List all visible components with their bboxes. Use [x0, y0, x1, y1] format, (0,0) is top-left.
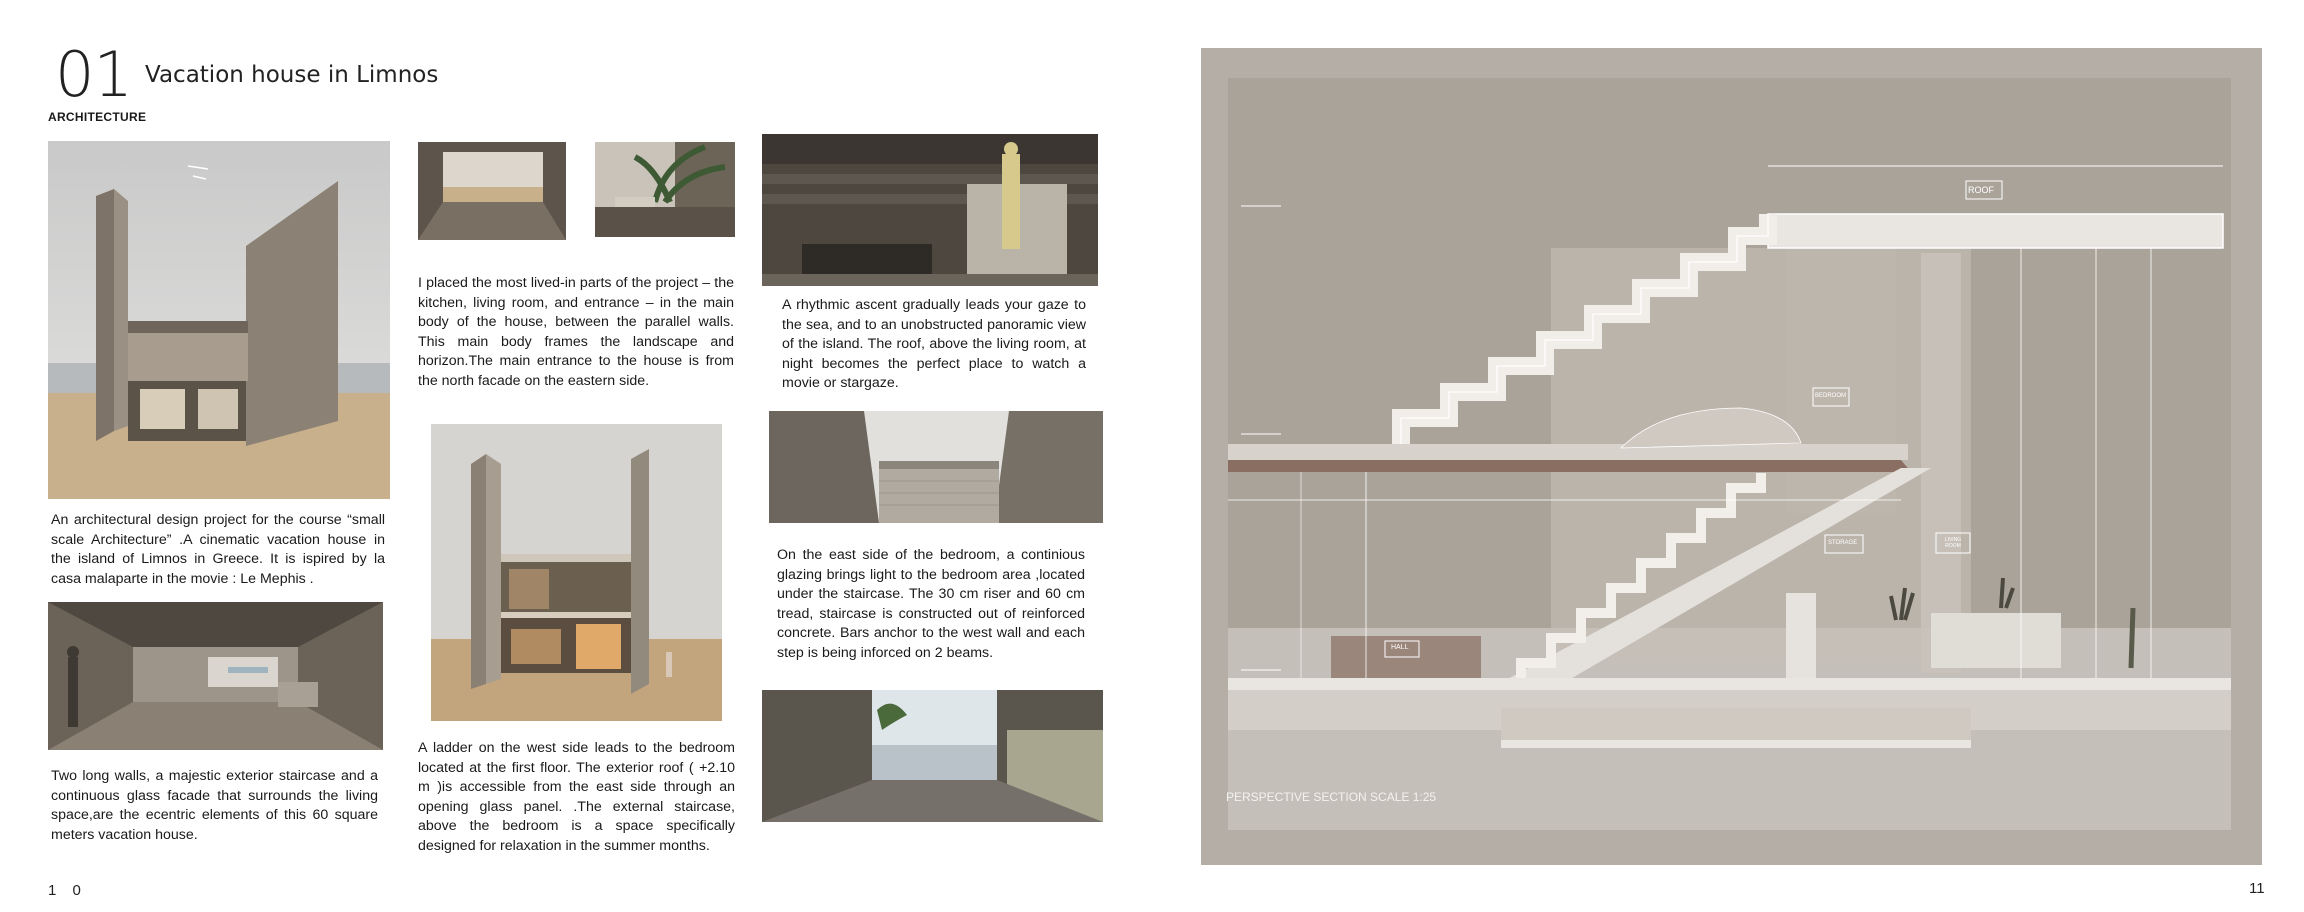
horizon-view-image [418, 142, 566, 240]
interior-render-image [48, 602, 383, 750]
bedroom-render-image [762, 134, 1098, 286]
project-number: 01 [55, 38, 132, 111]
plant-view-image [595, 142, 735, 237]
project-title: Vacation house in Limnos [145, 62, 439, 88]
bedroom-label: BEDROOM [1815, 393, 1847, 399]
staircase-render-image [769, 411, 1103, 523]
walls-text: Two long walls, a majestic exterior staircase and a continuous glass facade that surrounds the living space,are the ecentric elements of this 60 square meters vacation house. [51, 768, 378, 843]
drawing-caption: PERSPECTIVE SECTION SCALE 1:25 [1226, 790, 1437, 804]
intro-text: An architectural design project for the course “small scale Architecture” .A cinematic vacation house in the island of Limnos in Greece. It is ispired by la casa malaparte in the movie : Le Mephis . [51, 512, 385, 587]
hall-label: HALL [1391, 644, 1409, 651]
roof-label: ROOF [1968, 185, 1994, 195]
perspective-section-drawing [1201, 48, 2262, 865]
page-number-left: 1 0 [48, 882, 87, 899]
storage-label: STORAGE [1828, 540, 1858, 546]
bedroom-text: On the east side of the bedroom, a continious glazing brings light to the bedroom area ,located under the staircase. The 30 cm riser and 60 cm tread, staircase is constructed out of reinforced concrete. Bars anchor to the west wall and each step is being inforced on 2 beams. [777, 547, 1085, 661]
page-number-right: 11 [2249, 880, 2265, 897]
living-room-label: LIVING ROOM [1944, 537, 1962, 549]
exterior-section-render-image [431, 424, 722, 721]
living-room-render-image [762, 690, 1103, 822]
exterior-render-image [48, 141, 390, 499]
kitchen-text: I placed the most lived-in parts of the project – the kitchen, living room, and entrance – in the main body of the house, between the parallel walls. This main body frames the landscape and horizon.The main entrance to the house is from the north facade on the eastern side. [418, 275, 734, 389]
ascent-text: A rhythmic ascent gradually leads your gaze to the sea, and to an unobstructed panoramic view of the island. The roof, above the living room, at night becomes the perfect place to watch a movie or stargaze. [782, 297, 1086, 391]
section-label: ARCHITECTURE [48, 110, 147, 124]
ladder-text: A ladder on the west side leads to the bedroom located at the first floor. The exterior roof ( +2.10 m )is accessible from the east side through an opening glass panel. .The external staircase, above the bedroom is a space specifically designed for relaxation in the summer months. [418, 740, 735, 854]
